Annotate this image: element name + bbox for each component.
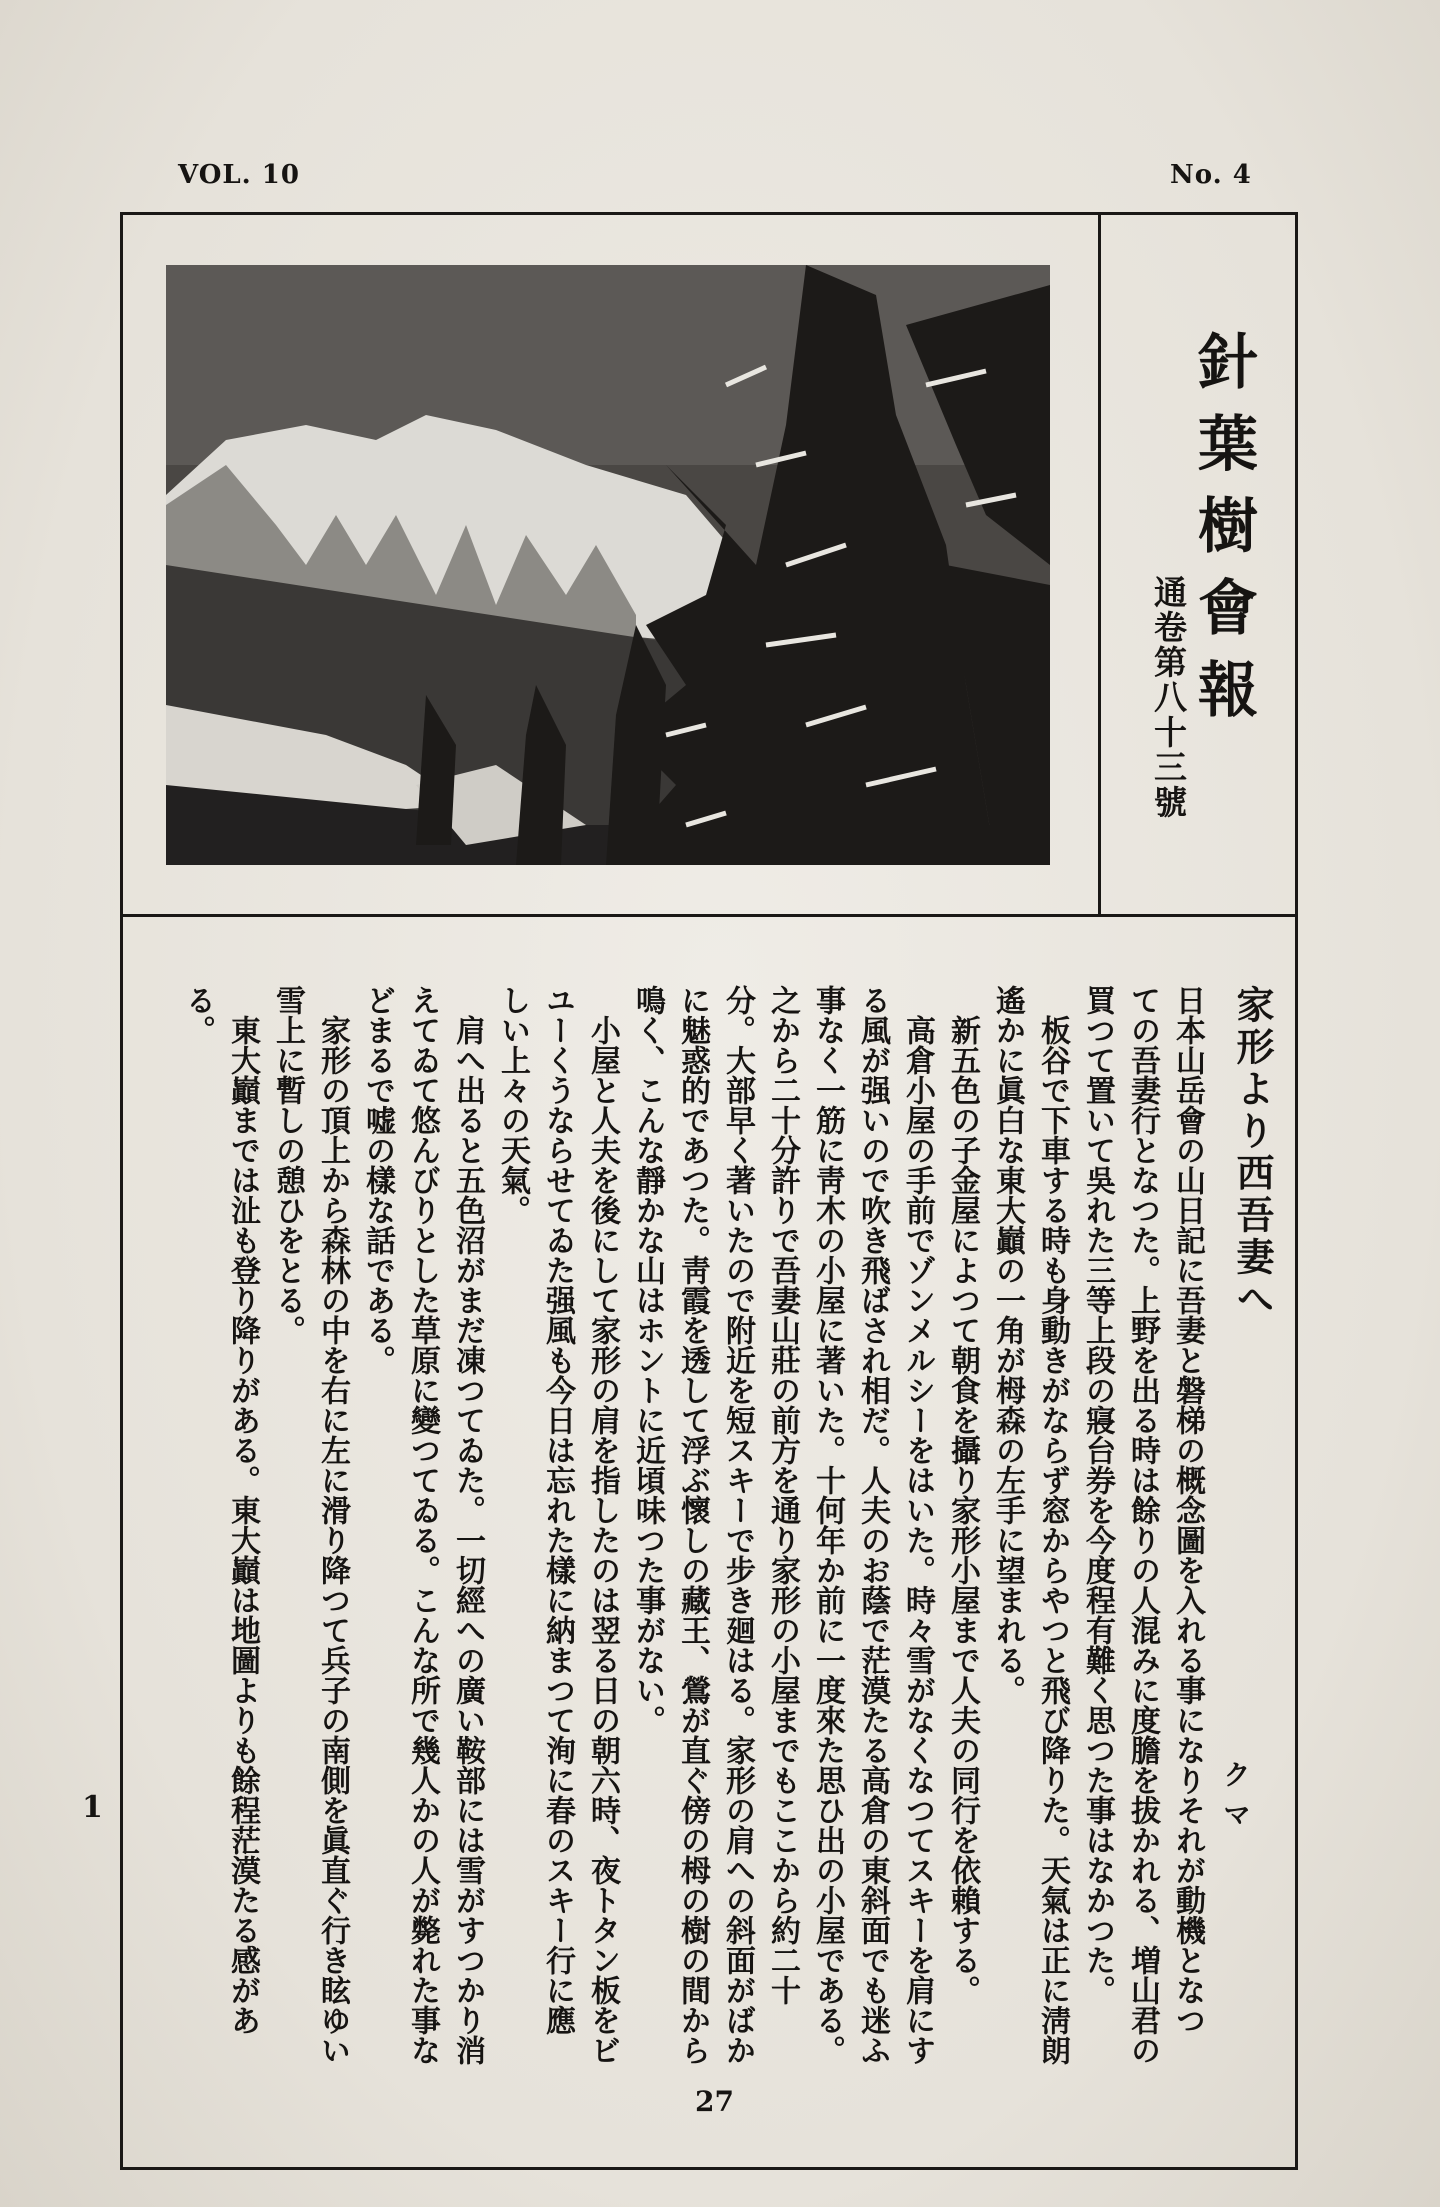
- newsletter-title: 針葉樹會報: [1188, 330, 1258, 740]
- article-line: 買つて置いて吳れた三等上段の寢台券を今度程有難く思つた事はなかつた。: [1080, 985, 1115, 2005]
- article-line: ユーくうならせてゐた强風も今日は忘れた樣に納まつて洵に春のスキー行に應: [540, 985, 575, 2035]
- cumulative-issue-label: 通卷第八十三號: [1149, 575, 1188, 820]
- article-author: クマ: [1219, 1760, 1252, 1840]
- article-line: 日本山岳會の山日記に吾妻と磐梯の概念圖を入れる事になりそれが動機となつ: [1170, 985, 1205, 2035]
- masthead-divider: [1098, 215, 1101, 915]
- mountain-illustration: [166, 265, 1050, 865]
- article-line: 新五色の子金屋によつて朝食を攝り家形小屋まで人夫の同行を依賴する。: [945, 985, 980, 2005]
- article-line: 分。大部早く著いたので附近を短スキーで步き廻はる。家形の肩への斜面がばか: [720, 985, 755, 2065]
- article-line: ての吾妻行となつた。上野を出る時は餘りの人混みに度膽を拔かれる、増山君の: [1125, 985, 1160, 2065]
- article-line: しい上々の天氣。: [495, 985, 530, 1225]
- article-line: 事なく一筋に靑木の小屋に著いた。十何年か前に一度來た思ひ出の小屋である。: [810, 985, 845, 2065]
- article-line: に魅惑的であつた。靑霞を透して浮ぶ懷しの藏王、鶯が直ぐ傍の栂の樹の間から: [675, 985, 710, 2065]
- article-line: 東大巓までは沚も登り降りがある。東大巓は地圖よりも餘程茫漠たる感がある。: [180, 985, 260, 2035]
- article-line: 遙かに眞白な東大巓の一角が栂森の左手に望まれる。: [990, 985, 1025, 1705]
- volume-label: VOL. 10: [178, 160, 300, 190]
- article-line: 之から二十分許りで吾妻山莊の前方を通り家形の小屋までもここから約二十: [765, 985, 800, 2005]
- article-line: る風が强いので吹き飛ばされ相だ。人夫のお蔭で茫漠たる高倉の東斜面でも迷ふ: [855, 985, 890, 2065]
- page-number: 27: [695, 2085, 734, 2118]
- article-line: 肩へ出ると五色沼がまだ凍つてゐた。一切經への廣い鞍部には雪がすつかり消: [450, 985, 485, 2065]
- article-title: 家形より西吾妻へ: [1230, 985, 1275, 1321]
- article-line: 雪上に暫しの憩ひをとる。: [270, 985, 305, 1345]
- article-line: 板谷で下車する時も身動きがならず窓からやつと飛び降りた。天氣は正に淸朗: [1035, 985, 1070, 2065]
- article-line: どまるで嘘の樣な話である。: [360, 985, 395, 1375]
- issue-number-label: No. 4: [1170, 160, 1252, 190]
- margin-mark: 1: [82, 1790, 103, 1825]
- article-line: 家形の頂上から森林の中を右に左に滑り降つて兵子の南側を眞直ぐ行き眩ゆい: [315, 985, 350, 2065]
- article-line: 鳴く、こんな靜かな山はホントに近頃味つた事がない。: [630, 985, 665, 1735]
- article-line: 高倉小屋の手前でゾンメルシーをはいた。時々雪がなくなつてスキーを肩にす: [900, 985, 935, 2065]
- article-line: 小屋と人夫を後にして家形の肩を指したのは翌る日の朝六時、夜トタン板をビ: [585, 985, 620, 2065]
- header-divider: [123, 914, 1295, 917]
- article-body: [175, 985, 1275, 2090]
- article-line: えてゐて悠んびりとした草原に變つてゐる。こんな所で幾人かの人が斃れた事な: [405, 985, 440, 2065]
- mountain-landscape-image: [166, 265, 1050, 865]
